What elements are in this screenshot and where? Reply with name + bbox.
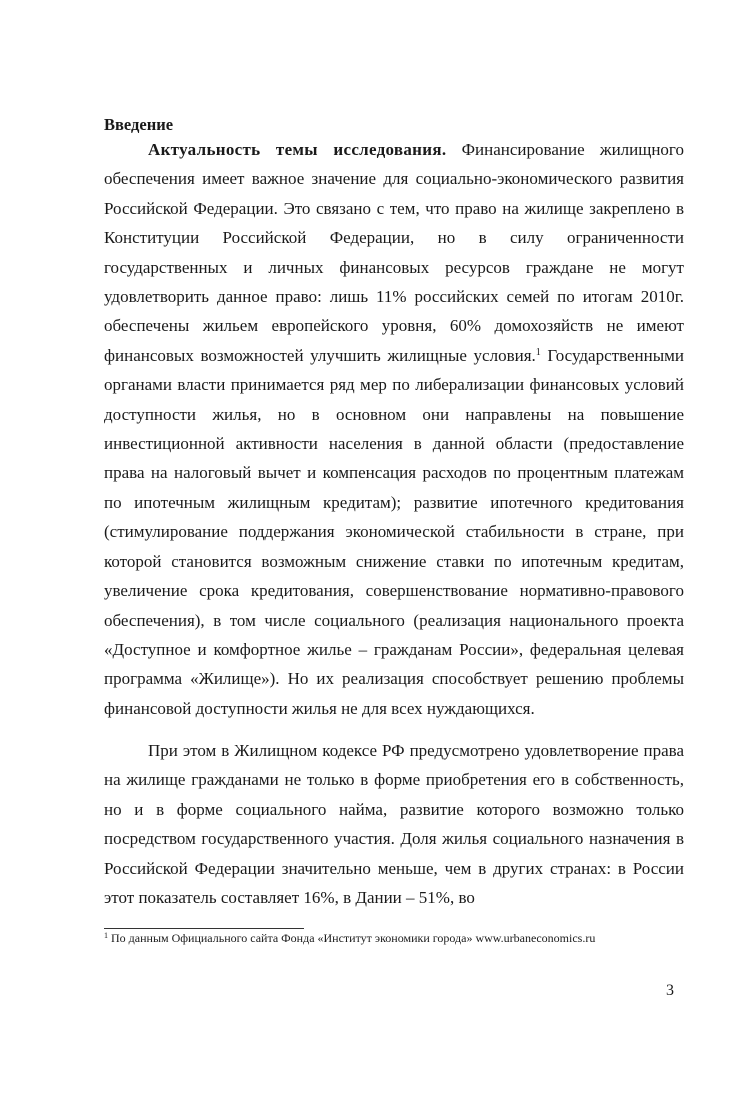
paragraph-lead: Актуальность темы исследования. [148,140,447,159]
paragraph-social-housing: При этом в Жилищном кодексе РФ предусмотрено удовлетворение права на жилище гражданами не только в форме приобретения его в собственность, но и в форме социального найма, развитие которого возможно только посредством государственного участия. Доля жилья социального назначения в Российской Федерации значительно меньше, чем в других странах: в России этот показатель составляет 16%, в Дании – 51%, во [104,741,684,908]
page-number: 3 [666,982,674,999]
section-heading: Введение [104,115,174,134]
footnote-reference[interactable]: 1 [535,346,541,358]
footnote-text: По данным Официального сайта Фонда «Институт экономики города» www.urbaneconomics.ru [111,931,596,945]
footnote-number: 1 [104,931,108,940]
paragraph-relevance [104,135,684,723]
footnote-divider [104,928,304,929]
paragraph-text: Финансирование жилищного обеспечения имеет важное значение для социально-экономического развития Российской Федерации. Это связано с тем, что право на жилище закреплено в Конституции Российской Федерации, но в силу ограниченности государственных и личных финансовых ресурсов граждане не могут удовлетворить данное право: лишь 11% российских семей по итогам 2010г. обеспечены жильем европейского уровня, 60% домохозяйств не имеют финансовых возможностей улучшить жилищные условия. [104,140,684,365]
paragraph-text-continued: Государственными органами власти принимается ряд мер по либерализации финансовых условий доступности жилья, но в основном они направлены на повышение инвестиционной активности населения в данной области (предоставление права на налоговый вычет и компенсация расходов по процентным платежам по ипотечным жилищным кредитам); развитие ипотечного кредитования (стимулирование поддержания экономической стабильности в стране, при которой становится возможным снижение ставки по ипотечным кредитам, увеличение срока кредитования, совершенствование нормативно-правового обеспечения), в том числе социального (реализация национального проекта «Доступное и комфортное жилье – гражданам России», федеральная целевая программа «Жилище»). Но их реализация способствует решению проблемы финансовой доступности жилья не для всех нуждающихся. [104,345,684,718]
footnote [104,930,595,946]
